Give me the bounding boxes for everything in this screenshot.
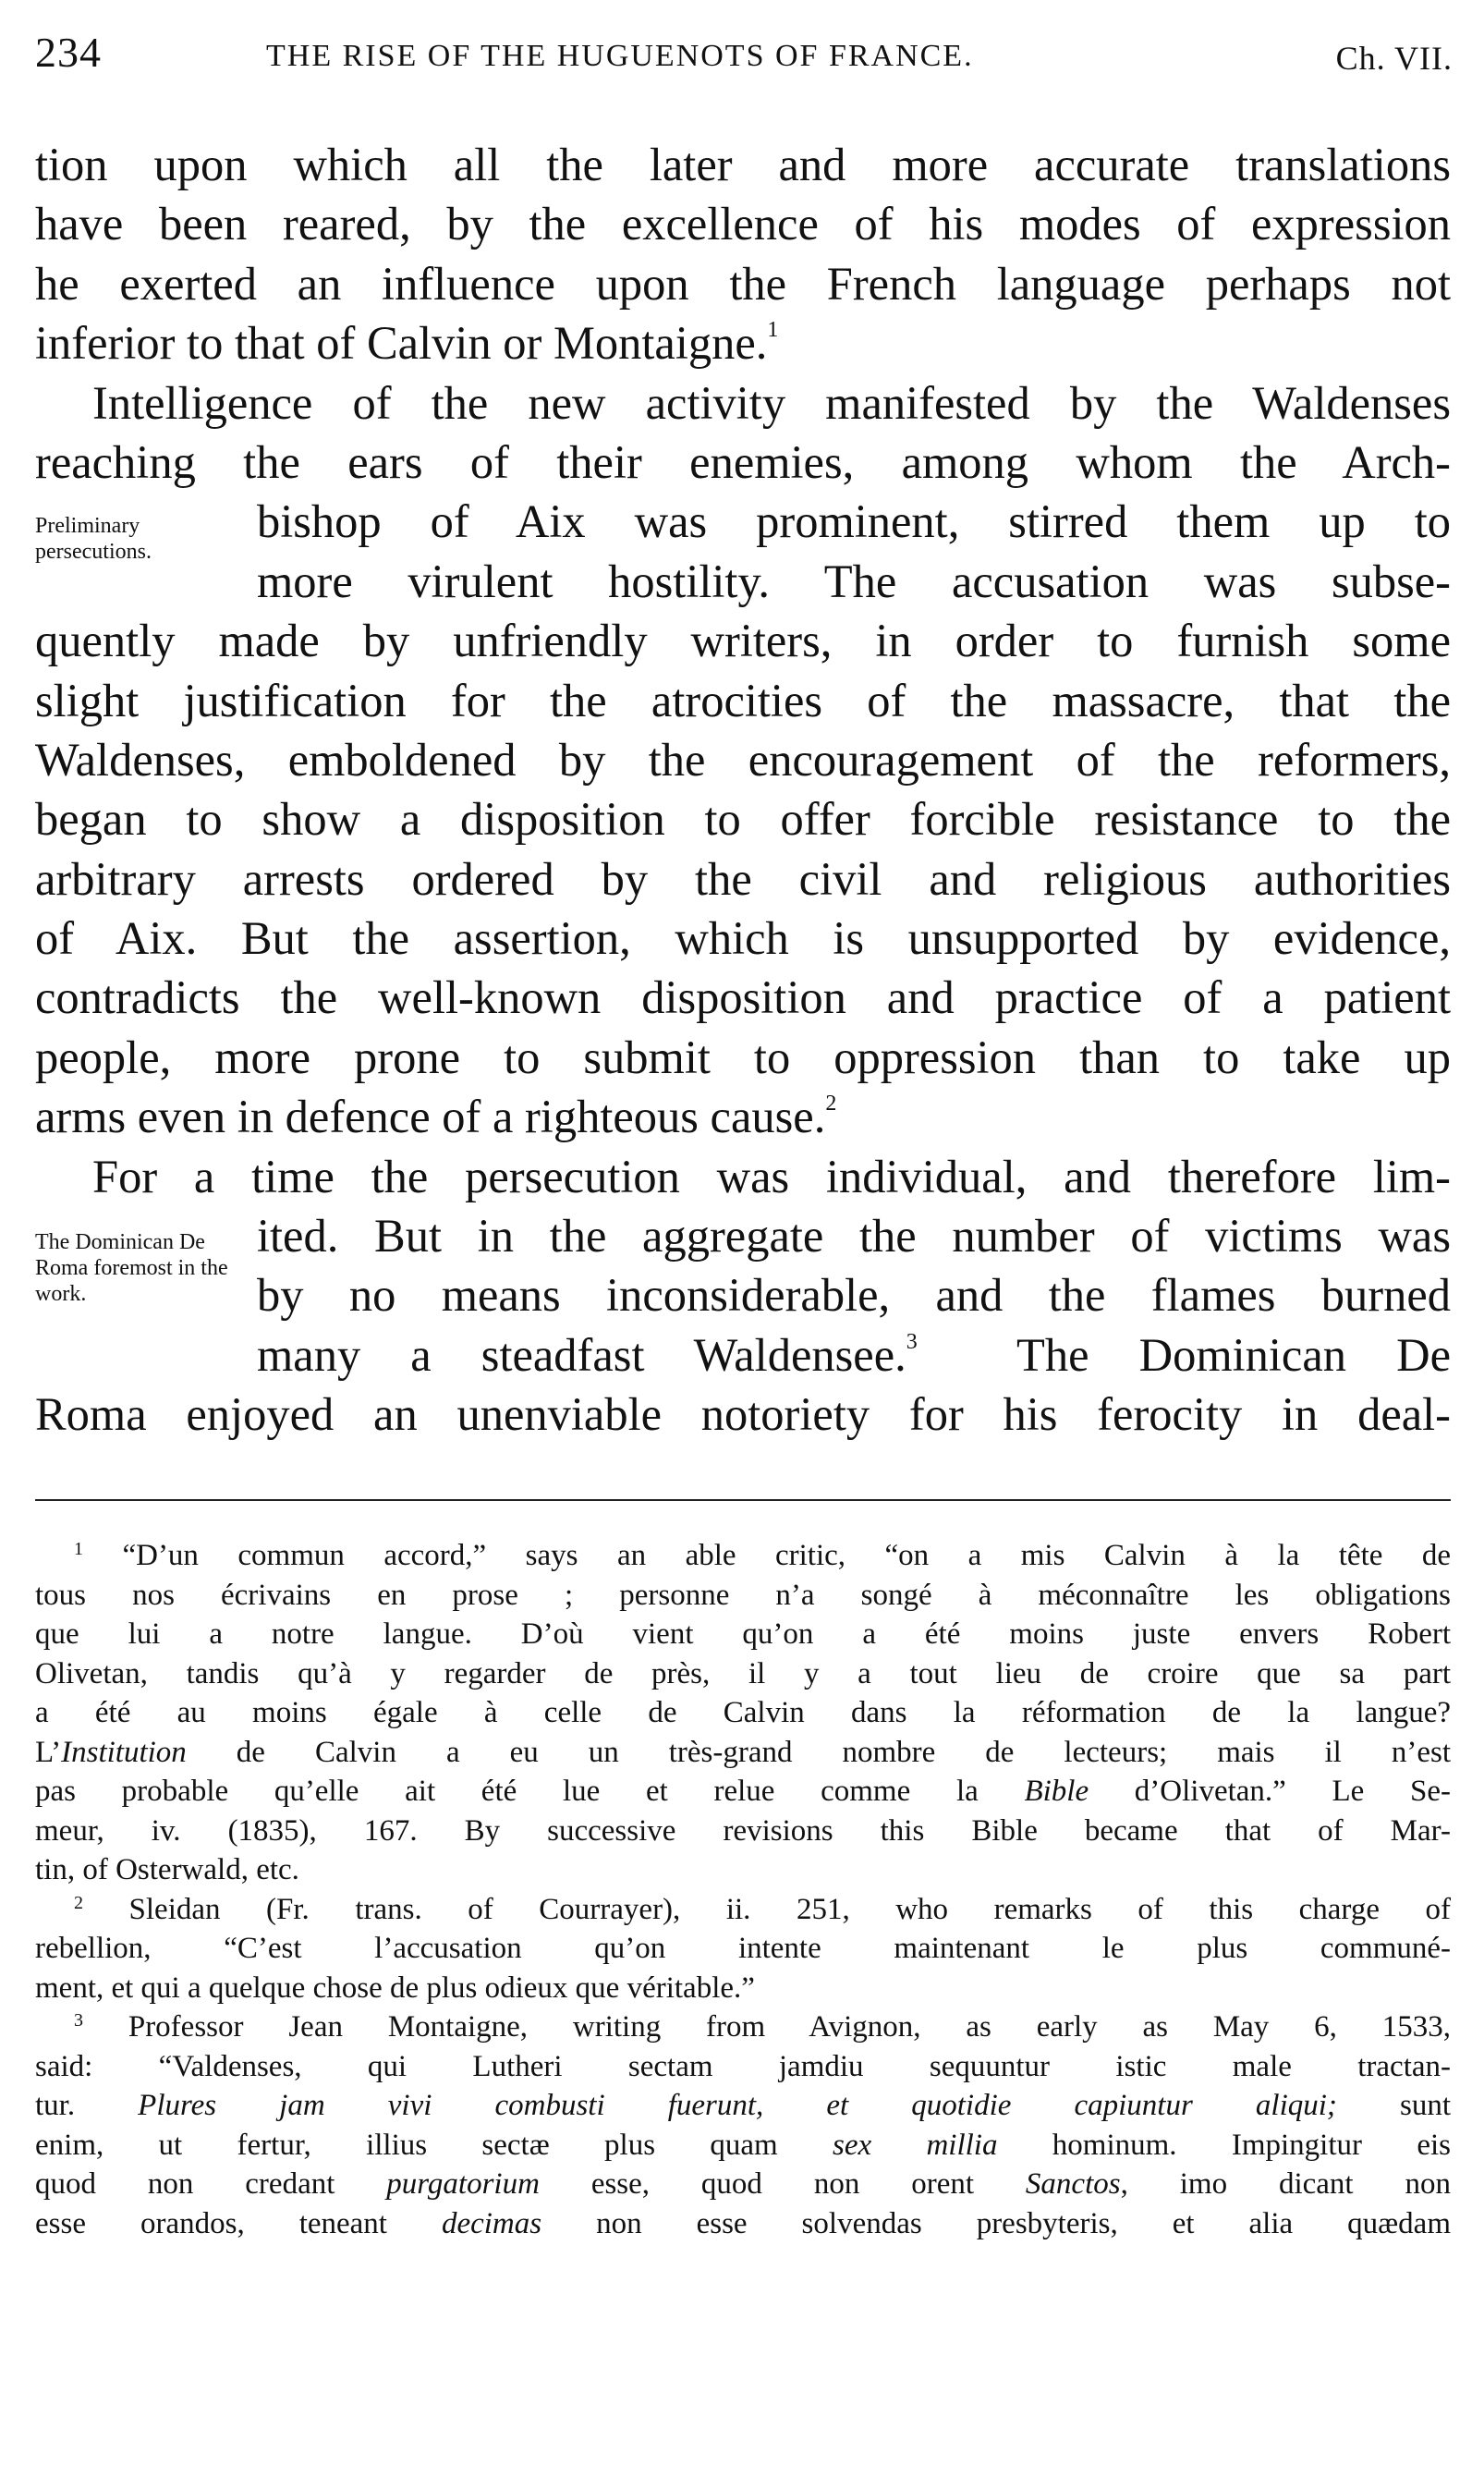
footnote-marker: 3 [74, 2010, 83, 2031]
body-line: ited. But in the aggregate the number of victims was [257, 1210, 1451, 1263]
body-line: of Aix. But the assertion, which is unsupported by evidence, [35, 912, 1451, 965]
footnote-line: $^1$ “D’un commun accord,” says an able critic, “on a mis Calvin à la tête de [74, 1539, 1451, 1572]
footnote-line: $^2$ Sleidan (Fr. trans. of Courrayer), ii. 251, who remarks of this charge of [74, 1892, 1451, 1926]
chapter-label: Ch. VII. [1335, 40, 1453, 77]
body-line: arbitrary arrests ordered by the civil and religious authorities [35, 852, 1451, 905]
running-title: THE RISE OF THE HUGUENOTS OF FRANCE. [266, 39, 974, 73]
body-line: contradicts the well-known disposition and practice of a patient [35, 971, 1451, 1024]
footnote-line: esse orandos, teneant decimas non esse solvendas presbyteris, et alia quædam [35, 2206, 1451, 2240]
footnote-line: meur, iv. (1835), 167. By successive revisions this Bible became that of Mar- [35, 1813, 1451, 1848]
footnote-line: L’Institution de Calvin a eu un très-grand nombre de lecteurs; mais il n’est [35, 1735, 1451, 1769]
footnote-line: Olivetan, tandis qu’à y regarder de près, il y a tout lieu de croire que sa part [35, 1656, 1451, 1690]
body-line: Waldenses, emboldened by the encouragement of the reformers, [35, 733, 1451, 786]
body-line: many a steadfast Waldensee.$^3$ The Dominican De [257, 1328, 1451, 1381]
footnote-line: pas probable qu’elle ait été lue et relue comme la Bible d’Olivetan.” Le Se- [35, 1775, 1451, 1808]
body-line: more virulent hostility. The accusation was subse- [257, 555, 1451, 607]
footnote-line: a été au moins égale à celle de Calvin dans la réformation de la langue? [35, 1696, 1451, 1729]
body-line: reaching the ears of their enemies, among whom the Arch- [35, 435, 1451, 488]
footnote-line: rebellion, “C’est l’accusation qu’on intente maintenant le plus communé- [35, 1932, 1451, 1965]
body-line: inferior to that of Calvin or Montaigne.$^1$ [35, 317, 779, 370]
body-line: bishop of Aix was prominent, stirred them up to [257, 495, 1451, 548]
footnote-line: ment, et qui a quelque chose de plus odieux que véritable.” [35, 1971, 755, 2005]
footnote-line: tin, of Osterwald, etc. [35, 1853, 299, 1886]
footnote-rule [35, 1499, 1451, 1501]
body-line: tion upon which all the later and more accurate translations [35, 139, 1451, 190]
footnote-marker: 2 [74, 1892, 83, 1913]
footnote-line: quod non credant purgatorium esse, quod non orent Sanctos, imo dicant non [35, 2167, 1451, 2201]
footnote-line: enim, ut fertur, illius sectæ plus quam sex millia hominum. Impingitur eis [35, 2128, 1451, 2162]
footnote-line: que lui a notre langue. D’où vient qu’on a été moins juste envers Robert [35, 1617, 1451, 1651]
body-line: slight justification for the atrocities of the massacre, that the [35, 674, 1451, 726]
footnote-line: tous nos écrivains en prose ; personne n’a songé à méconnaître les obligations [35, 1578, 1451, 1612]
footnote-marker: 1 [74, 1539, 83, 1559]
body-text [35, 135, 1451, 1445]
footnote-line: $^3$ Professor Jean Montaigne, writing from Avignon, as early as May 6, 1533, [74, 2010, 1451, 2044]
margin-note-dominican-de-roma: The Dominican De Roma foremost in the work. [35, 1230, 228, 1306]
page-number: 234 [35, 29, 102, 76]
body-line: For a time the persecution was individual, and therefore lim- [92, 1150, 1451, 1202]
footnote-ref: 2 [825, 1092, 837, 1116]
margin-note-preliminary-persecutions: Preliminary persecutions. [35, 514, 152, 564]
body-line: people, more prone to submit to oppression than to take up [35, 1031, 1451, 1083]
body-line: by no means inconsiderable, and the flames burned [257, 1269, 1451, 1322]
footnotes [35, 1536, 1451, 2243]
footnote-ref: 3 [906, 1329, 918, 1354]
body-line: he exerted an influence upon the French language perhaps not [35, 257, 1451, 310]
footnote-line: tur. Plures jam vivi combusti fuerunt, et quotidie capiuntur aliqui; sunt [35, 2089, 1451, 2122]
body-line: have been reared, by the excellence of his modes of expression [35, 198, 1451, 250]
body-line: Intelligence of the new activity manifested by the Waldenses [92, 376, 1451, 429]
body-line: arms even in defence of a righteous cause.$^2$ [35, 1091, 837, 1143]
footnote-ref: 1 [767, 318, 779, 343]
footnote-line: said: “Valdenses, qui Lutheri sectam jamdiu sequuntur istic male tractan- [35, 2049, 1451, 2083]
body-line: Roma enjoyed an unenviable notoriety for his ferocity in deal- [35, 1388, 1451, 1441]
running-header [35, 28, 1453, 83]
body-line: began to show a disposition to offer forcible resistance to the [35, 793, 1451, 846]
body-line: quently made by unfriendly writers, in order to furnish some [35, 615, 1451, 667]
